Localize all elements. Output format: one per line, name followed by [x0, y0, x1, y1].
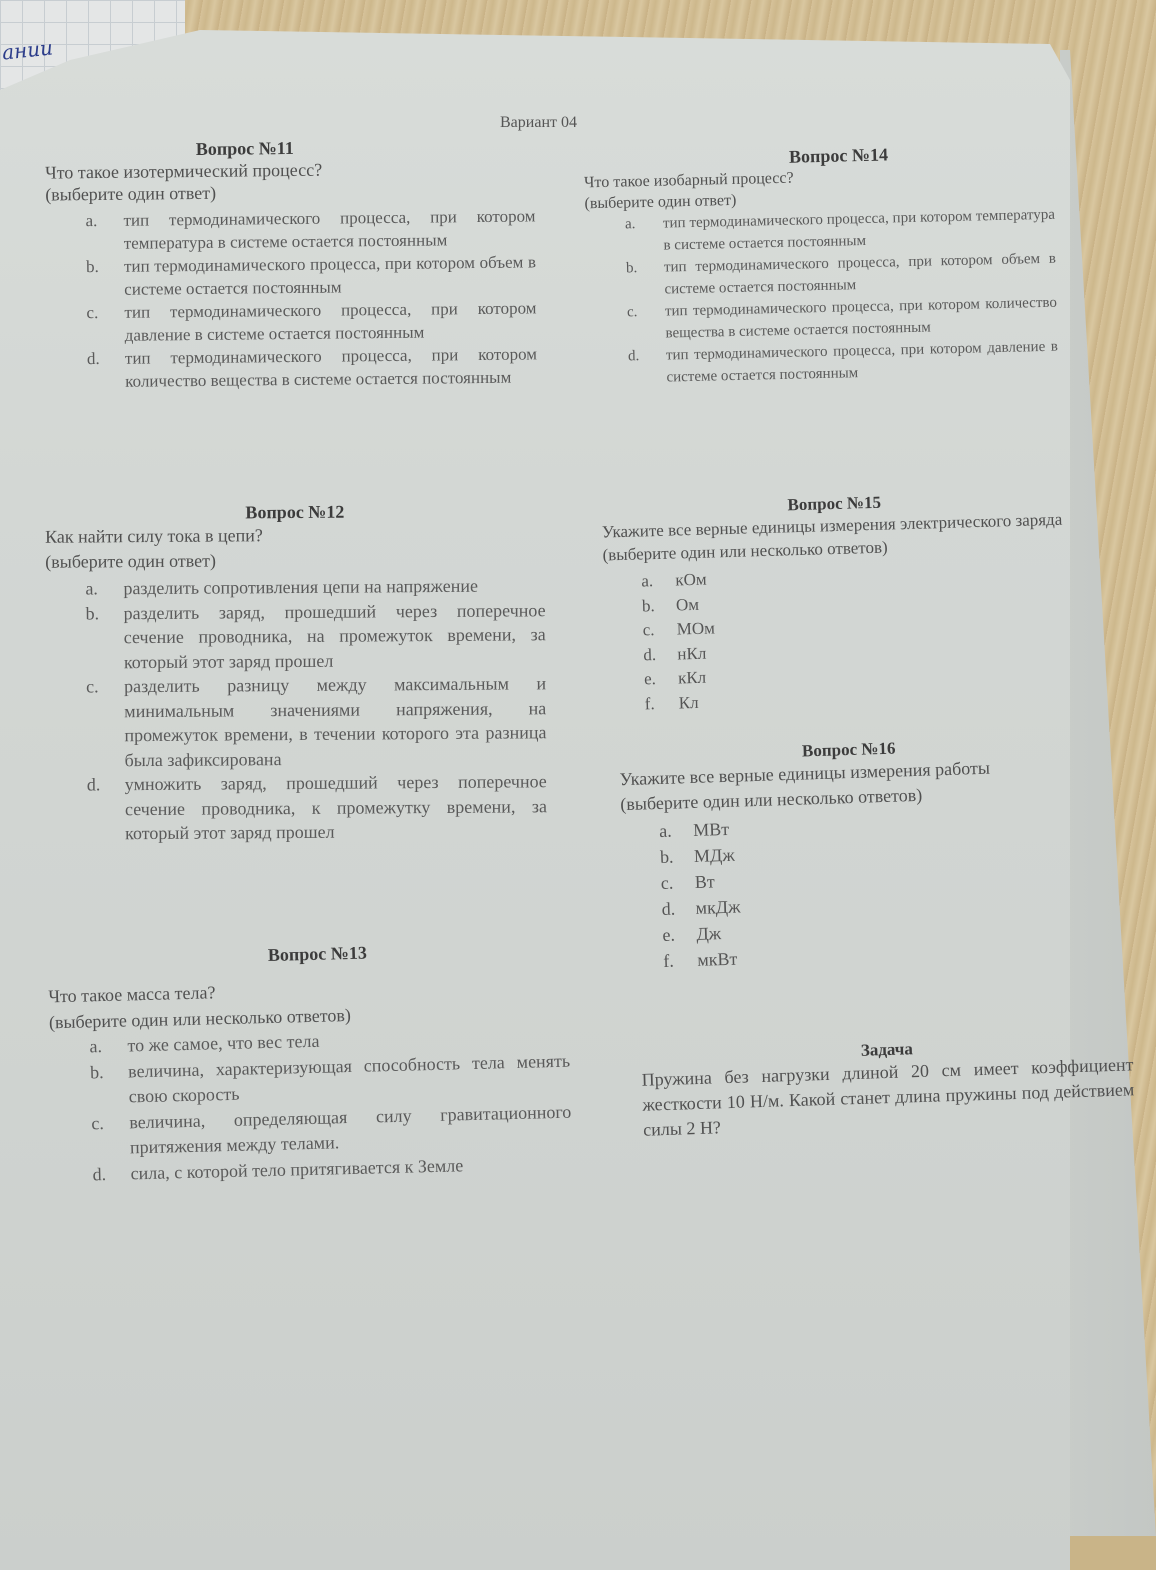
- option-text: разделить заряд, прошедший через поперечное сечение проводника, на промежуток времени, за который этот заряд прошел: [123, 599, 546, 672]
- option-letter: f.: [662, 950, 675, 971]
- answer-options: [49, 1023, 573, 1189]
- option-letter: a.: [641, 571, 654, 591]
- option-letter: b.: [659, 846, 674, 868]
- option-letter: d.: [86, 774, 101, 795]
- option-letter: c.: [660, 872, 674, 894]
- question-13: [47, 938, 573, 1189]
- question-text: Укажите все верные единицы измерения электрического заряда: [601, 509, 1063, 542]
- question-hint: (выберите один ответ): [584, 191, 737, 213]
- answer-options: [45, 573, 547, 846]
- option-letter: c.: [86, 676, 99, 697]
- option-letter: a.: [624, 216, 636, 233]
- answer-option[interactable]: [47, 342, 537, 393]
- option-letter: b.: [625, 260, 638, 277]
- option-letter: d.: [86, 349, 100, 369]
- answer-options: [603, 558, 1073, 718]
- option-letter: c.: [626, 304, 638, 321]
- question-12: [45, 500, 547, 846]
- option-letter: d.: [92, 1163, 107, 1184]
- question-title: Вопрос №13: [267, 942, 368, 965]
- option-text: мкВт: [696, 948, 738, 970]
- answer-options: [45, 204, 537, 393]
- option-text: тип термодинамического процесса, при котором количество вещества в системе остается постоянным: [124, 344, 538, 391]
- option-letter: c.: [91, 1112, 105, 1133]
- option-letter: a.: [658, 820, 672, 842]
- question-14: [583, 141, 1058, 391]
- option-text: тип термодинамического процесса, при котором температура в системе остается постоянным: [662, 206, 1056, 254]
- answer-option[interactable]: [45, 204, 535, 255]
- option-letter: a.: [85, 211, 98, 231]
- option-text: то же самое, что вес тела: [127, 1030, 320, 1056]
- option-text: МДж: [693, 844, 736, 866]
- option-text: кОм: [675, 569, 707, 590]
- option-text: МОм: [676, 618, 716, 639]
- answer-option[interactable]: [46, 296, 536, 347]
- option-text: Дж: [696, 923, 722, 944]
- question-text: Как найти силу тока в цепи?: [44, 525, 263, 547]
- option-letter: d.: [627, 348, 640, 365]
- option-letter: b.: [85, 602, 100, 623]
- option-text: кКл: [677, 667, 707, 688]
- answer-option[interactable]: [47, 769, 548, 846]
- option-text: МВт: [692, 818, 730, 840]
- option-letter: a.: [85, 578, 98, 599]
- option-letter: b.: [89, 1061, 104, 1082]
- question-15: [601, 488, 1073, 718]
- option-letter: e.: [662, 924, 676, 945]
- answer-option[interactable]: [45, 573, 545, 601]
- task-title: Задача: [860, 1039, 914, 1060]
- question-text: Укажите все верные единицы измерения работы: [619, 757, 991, 790]
- option-text: тип термодинамического процесса, при котором давление в системе остается постоянным: [124, 298, 537, 345]
- question-hint: (выберите один ответ): [45, 550, 217, 572]
- answer-options: [621, 805, 1086, 975]
- option-letter: b.: [641, 595, 656, 615]
- option-text: разделить разницу между максимальным и минимальным значениями напряжения, на промежуток времени, в течении которого эта разница была зафиксирована: [124, 673, 547, 770]
- option-letter: e.: [643, 669, 657, 689]
- option-text: мкДж: [695, 896, 741, 918]
- option-text: умножить заряд, прошедший через поперечное сечение проводника, к промежутку времени, за который этот заряд прошел: [124, 771, 548, 844]
- variant-header: Вариант 04: [500, 114, 577, 131]
- answer-option[interactable]: [46, 250, 536, 301]
- question-hint: (выберите один или несколько ответов): [602, 537, 888, 565]
- question-title: Вопрос №16: [801, 738, 896, 761]
- question-16: [619, 733, 1086, 975]
- question-title: Вопрос №15: [787, 492, 882, 515]
- option-text: нКл: [677, 643, 707, 663]
- option-text: тип термодинамического процесса, при котором количество вещества в системе остается постоянным: [664, 294, 1058, 342]
- option-text: тип термодинамического процесса, при котором объем в системе остается постоянным: [123, 252, 537, 299]
- question-title: Вопрос №14: [788, 144, 889, 167]
- option-text: Вт: [694, 871, 715, 892]
- task-text: Пружина без нагрузки длиной 20 см имеет коэффициент жесткости 10 Н/м. Какой станет длина пружины под действием силы 2 Н?: [641, 1054, 1135, 1140]
- handwritten-note: ании: [0, 35, 54, 65]
- option-text: тип термодинамического процесса, при котором объем в системе остается постоянным: [663, 250, 1057, 298]
- question-text: Что такое изотермический процесс?: [44, 159, 323, 183]
- option-text: величина, характеризующая способность тела менять свою скорость: [127, 1050, 571, 1107]
- option-letter: d.: [661, 898, 676, 920]
- question-title: Вопрос №12: [245, 501, 345, 523]
- option-text: тип термодинамического процесса, при котором температура в системе остается постоянным: [123, 206, 536, 253]
- option-letter: a.: [89, 1036, 103, 1057]
- answer-option[interactable]: [46, 671, 547, 772]
- question-text: Что такое изобарный процесс?: [583, 169, 794, 192]
- option-text: тип термодинамического процесса, при котором давление в системе остается постоянным: [665, 338, 1059, 386]
- question-title: Вопрос №11: [195, 137, 294, 159]
- option-letter: f.: [644, 693, 655, 713]
- option-text: величина, определяющая силу гравитационного притяжения между телами.: [129, 1101, 572, 1158]
- option-letter: d.: [643, 644, 657, 664]
- question-hint: (выберите один ответ): [45, 182, 217, 205]
- answer-options: [585, 204, 1059, 391]
- answer-option[interactable]: [45, 598, 546, 675]
- option-text: сила, с которой тело притягивается к Земле: [130, 1154, 464, 1183]
- option-text: разделить сопротивления цепи на напряжение: [123, 575, 478, 599]
- question-11: [45, 135, 538, 393]
- option-letter: c.: [86, 303, 99, 323]
- option-letter: c.: [642, 620, 655, 640]
- option-text: Ом: [675, 594, 700, 614]
- question-hint: (выберите один или несколько ответов): [620, 784, 923, 815]
- option-letter: b.: [85, 257, 99, 277]
- question-text: Что такое масса тела?: [48, 982, 216, 1007]
- option-text: Кл: [678, 692, 699, 712]
- task-block: [641, 1032, 1136, 1142]
- question-hint: (выберите один или несколько ответов): [48, 1004, 352, 1033]
